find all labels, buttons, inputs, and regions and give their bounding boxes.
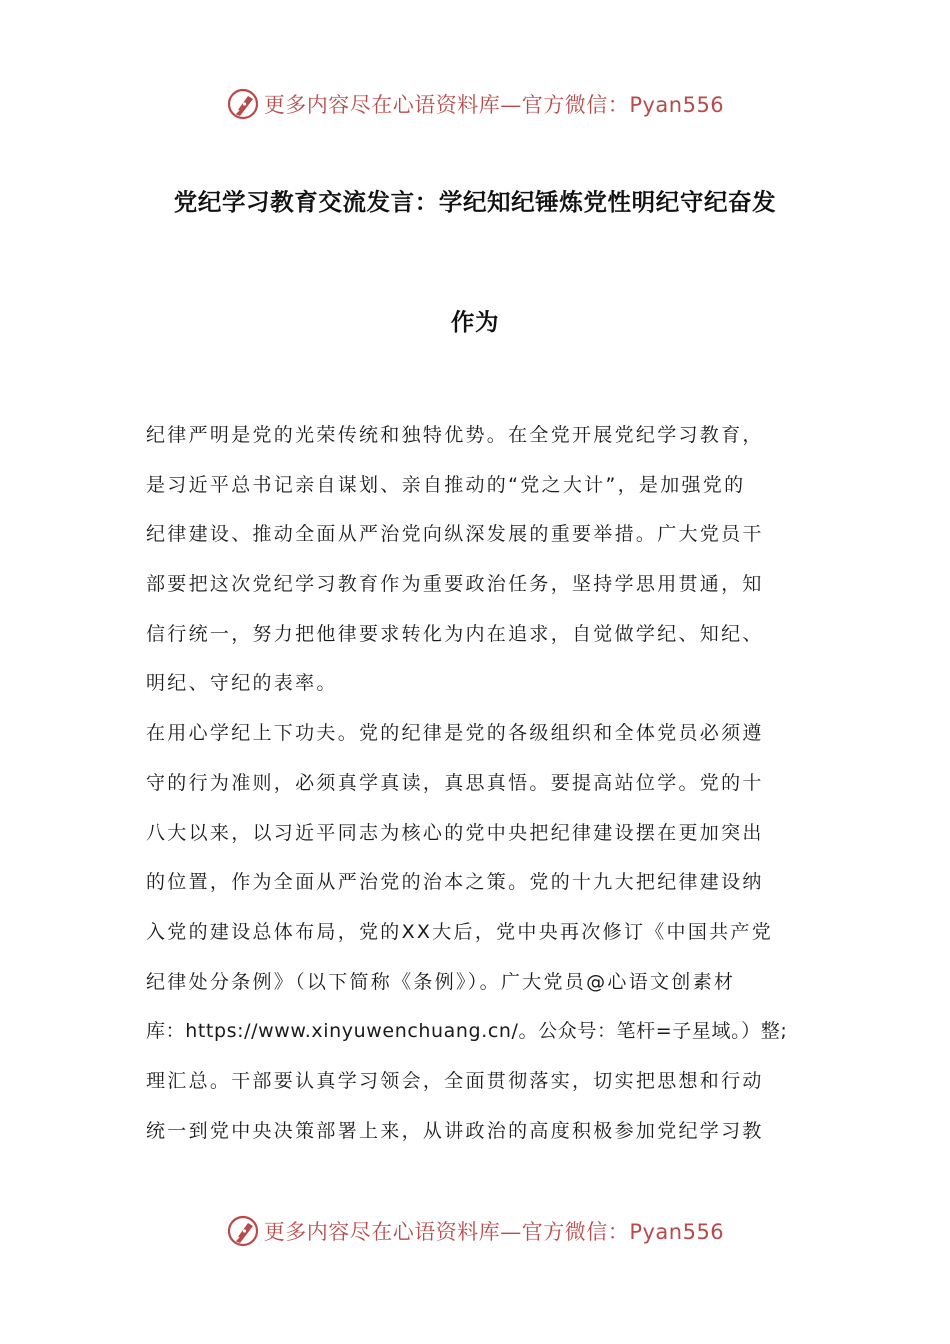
header-wechat-id: Pyan556 (629, 93, 725, 117)
body-line: 明纪、守纪的表率。 (146, 672, 338, 695)
body-line: 纪律处分条例》（以下简称《条例》）。广大党员@心语文创素材 (146, 970, 736, 993)
body-line: 库：https://www.xinyuwenchuang.cn/。公众号：笔杆=子星域。）整; (146, 1020, 788, 1043)
header-banner-text: 更多内容尽在心语资料库—官方微信：Pyan556 (263, 93, 725, 117)
body-line: 纪律严明是党的光荣传统和独特优势。在全党开展党纪学习教育， (146, 424, 764, 446)
body-line: 统一到党中央决策部署上来，从讲政治的高度积极参加党纪学习教 (146, 1119, 764, 1142)
body-line: 的位置，作为全面从严治党的治本之策。党的十九大把纪律建设纳 (146, 871, 764, 894)
body-line: 部要把这次党纪学习教育作为重要政治任务，坚持学思用贯通，知 (146, 573, 764, 596)
pen-nib-logo-icon (226, 87, 260, 121)
footer-banner-text: 更多内容尽在心语资料库—官方微信：Pyan556 (263, 1220, 725, 1244)
pen-nib-logo-icon (226, 1214, 260, 1248)
document-title-line-1: 党纪学习教育交流发言：学纪知纪锤炼党性明纪守纪奋发 (173, 188, 777, 216)
body-line: 理汇总。干部要认真学习领会，全面贯彻落实，切实把思想和行动 (146, 1069, 764, 1092)
body-line: 纪律建设、推动全面从严治党向纵深发展的重要举措。广大党员干 (146, 523, 764, 546)
body-line: 守的行为准则，必须真学真读，真思真悟。要提高站位学。党的十 (146, 771, 764, 794)
document-body (146, 411, 814, 1156)
body-line: 八大以来，以习近平同志为核心的党中央把纪律建设摆在更加突出 (146, 821, 764, 844)
body-line: 信行统一，努力把他律要求转化为内在追求，自觉做学纪、知纪、 (146, 622, 764, 645)
header-banner (0, 80, 950, 128)
body-line: 是习近平总书记亲自谋划、亲自推动的“党之大计”，是加强党的 (146, 473, 746, 496)
body-line: 在用心学纪上下功夫。党的纪律是党的各级组织和全体党员必须遵 (146, 722, 764, 745)
document-title-line-2: 作为 (450, 308, 500, 336)
footer-banner (0, 1207, 950, 1255)
footer-wechat-id: Pyan556 (629, 1220, 725, 1244)
body-line: 入党的建设总体布局，党的XX大后，党中央再次修订《中国共产党 (146, 920, 774, 943)
